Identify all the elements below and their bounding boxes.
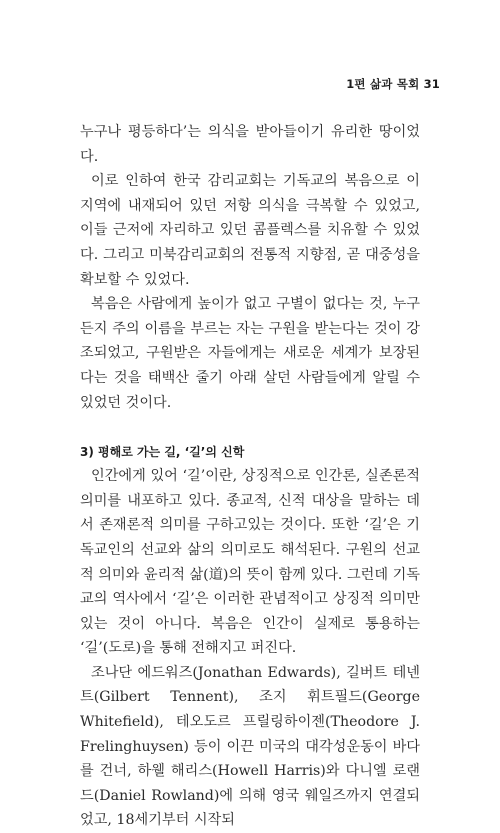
paragraph-great-awakening: 조나단 에드워즈(Jonathan Edwards), 길버트 테넨트(Gilbert Tennent), 조지 휘트필드(George Whitefield), 테오도르 프릴링하이젠(Theodore J. Frelinghuysen) 등이 이끈 미국의 대각성운동이 바다를 건너, 하웰 해리스(Howell Harris)와 다니엘 로랜드(Daniel Rowland)에 의해 영국 웨일즈까지 연결되었고, 18세기부터 시작되: [80, 664, 420, 829]
body-text: [80, 120, 420, 833]
paragraph-theology-of-road: 인간에게 있어 ‘길’이란, 상징적으로 인간론, 실존론적 의미를 내포하고 있다. 종교적, 신적 대상을 말하는 데서 존재론적 의미를 구하고있는 것이다. 또한 ‘길’은 기독교인의 선교와 삶의 의미로도 해석된다. 구원의 선교적 의미와 윤리적 삶(道)의 뜻이 함께 있다. 그런데 기독교의 역사에서 ‘길’은 이러한 관념적이고 상징적 의미만 있는 것이 아니다. 복음은 인간이 실제로 통용하는 ‘길’(도로)을 통해 전해지고 퍼진다.: [80, 468, 420, 657]
paragraph-korean-methodist: 이로 인하여 한국 감리교회는 기독교의 복음으로 이 지역에 내재되어 있던 저항 의식을 극복할 수 있었고, 이들 근저에 자리하고 있던 콤플렉스를 치유할 수 있었다. 그리고 미북감리교회의 전통적 지향점, 곧 대중성을 확보할 수 있었다.: [80, 173, 420, 288]
running-head: 1편 삶과 목회 31: [346, 77, 440, 91]
paragraph-gospel: 복음은 사람에게 높이가 없고 구별이 없다는 것, 누구든지 주의 이름을 부르는 자는 구원을 받는다는 것이 강조되었고, 구원받은 자들에게는 새로운 세계가 보장된다는 것을 태백산 줄기 아래 살던 사람들에게 알릴 수 있었던 것이다.: [80, 296, 420, 411]
paragraph-continuation: 누구나 평등하다’는 의식을 받아들이기 유리한 땅이었다.: [80, 124, 420, 165]
section-heading: 3) 평해로 가는 길, ‘길’의 신학: [80, 445, 245, 460]
